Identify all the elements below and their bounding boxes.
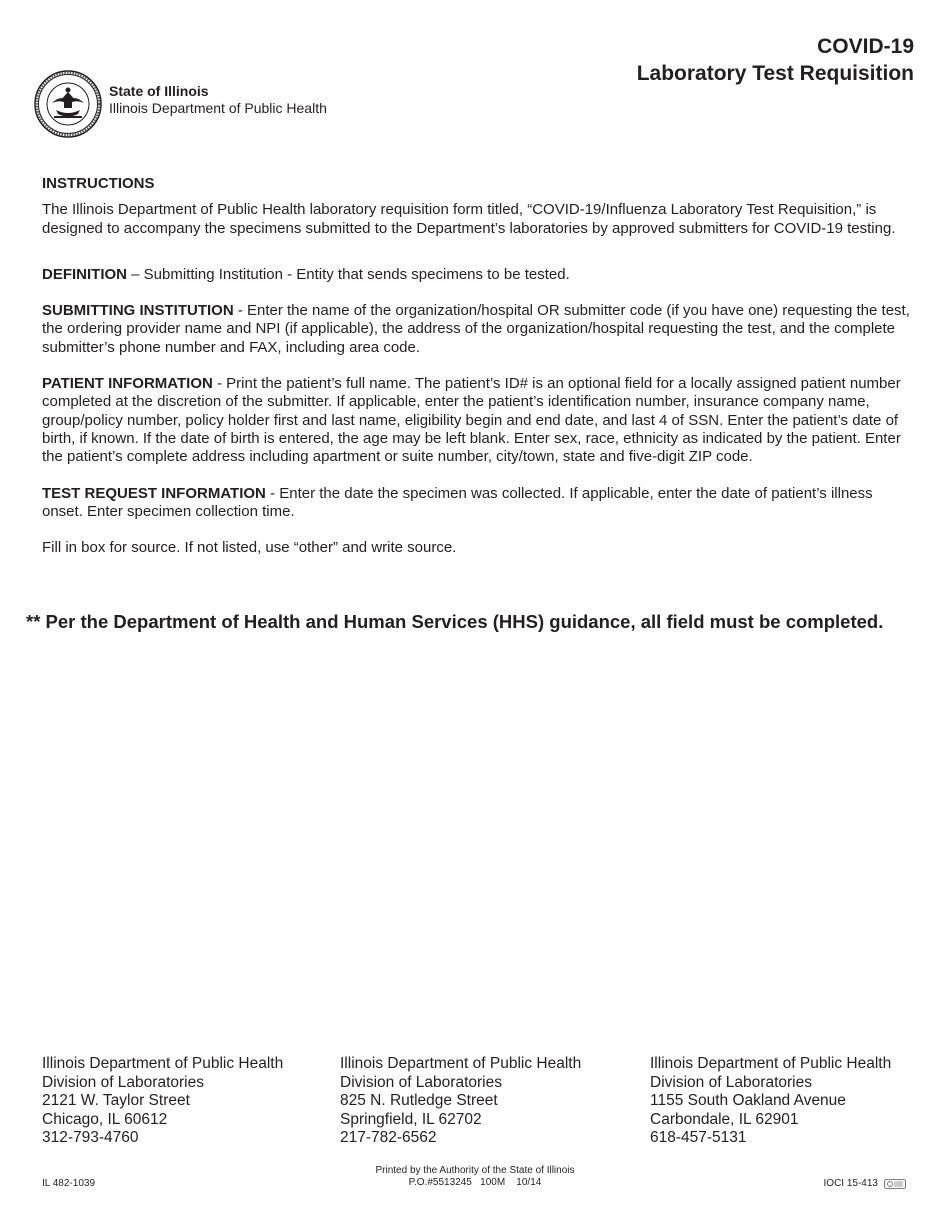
lab-name: Illinois Department of Public Health [42,1055,284,1072]
lab-division: Division of Laboratories [340,1073,502,1091]
submitting-institution-label: SUBMITTING INSTITUTION [42,302,234,320]
lab-division: Division of Laboratories [42,1073,204,1091]
form-title-line2: Laboratory Test Requisition [636,62,914,85]
patient-information-paragraph [42,375,912,466]
printed-by-block [300,1165,650,1189]
lab-city: Carbondale, IL 62901 [650,1110,799,1128]
lab-phone: 217-782-6562 [340,1129,437,1146]
ioci-number: IOCI 15-413 [823,1178,878,1189]
printed-by: Printed by the Authority of the State of Illinois [375,1165,575,1176]
lab-city: Springfield, IL 62702 [340,1110,482,1128]
lab-street: 1155 South Oakland Avenue [650,1092,846,1109]
lab-city: Chicago, IL 60612 [42,1110,168,1128]
source-note: Fill in box for source. If not listed, use “other” and write source. [42,539,457,557]
patient-information-label: PATIENT INFORMATION [42,375,213,393]
lab-name: Illinois Department of Public Health [340,1055,582,1072]
submitting-institution-text: - Enter the name of the organization/hospital OR submitter code (if you have one) requesting the test, the ordering provider name and NPI (if applicable), the address of the organization/hospital requesting the test, and the complete submitter’s phone number and FAX, including area code. [42,302,910,356]
hhs-notice: ** Per the Department of Health and Human Services (HHS) guidance, all field must be completed. [26,611,884,632]
ioci-block [824,1178,906,1190]
submitting-institution-paragraph [42,302,912,357]
lab-phone: 618-457-5131 [650,1129,747,1146]
definition-label: DEFINITION [42,265,127,283]
form-title [637,33,914,87]
test-request-paragraph [42,485,912,522]
instructions-section [42,175,912,575]
form-number: IL 482-1039 [42,1178,96,1189]
lab-name: Illinois Department of Public Health [650,1055,892,1072]
department-name: Illinois Department of Public Health [109,100,327,116]
lab-phone: 312-793-4760 [42,1129,139,1146]
definition-text: – Submitting Institution - Entity that sends specimens to be tested. [127,265,570,283]
form-title-line1: COVID-19 [817,35,914,58]
lab-address-springfield [340,1055,581,1148]
test-request-label: TEST REQUEST INFORMATION [42,484,266,502]
illinois-state-seal-icon [34,70,102,138]
state-name: State of Illinois [109,83,209,99]
instructions-intro: The Illinois Department of Public Health laboratory requisition form titled, “COVID-19/Influenza Laboratory Test Requisition,” is designed to accompany the specimens submitted to the Department’s laboratories by approved submitters for COVID-19 testing. [42,201,896,237]
union-bug-icon [884,1179,906,1189]
lab-address-chicago [42,1055,283,1148]
po-number: P.O.#5513245 100M 10/14 [408,1177,542,1188]
test-request-text: - Enter the date the specimen was collected. If applicable, enter the date of patient’s illness onset. Enter specimen collection time. [42,484,873,520]
definition-paragraph [42,266,912,284]
patient-information-text: - Print the patient’s full name. The patient’s ID# is an optional field for a locally assigned patient number completed at the discretion of the submitter. If applicable, enter the patient’s identification number, insurance company name, group/policy number, policy holder first and last name, eligibility begin and end date, and last 4 of SSN. Enter the patient’s date of birth, if known. If the date of birth is entered, the age may be left blank. Enter sex, race, ethnicity as indicated by the patient. Enter the patient’s complete address including apartment or suite number, city/town, state and five-digit ZIP code. [42,375,901,466]
instructions-heading: INSTRUCTIONS [42,175,155,192]
lab-division: Division of Laboratories [650,1073,812,1091]
lab-address-carbondale [650,1055,891,1148]
lab-street: 2121 W. Taylor Street [42,1092,190,1109]
agency-block [109,83,327,117]
lab-street: 825 N. Rutledge Street [340,1092,498,1109]
